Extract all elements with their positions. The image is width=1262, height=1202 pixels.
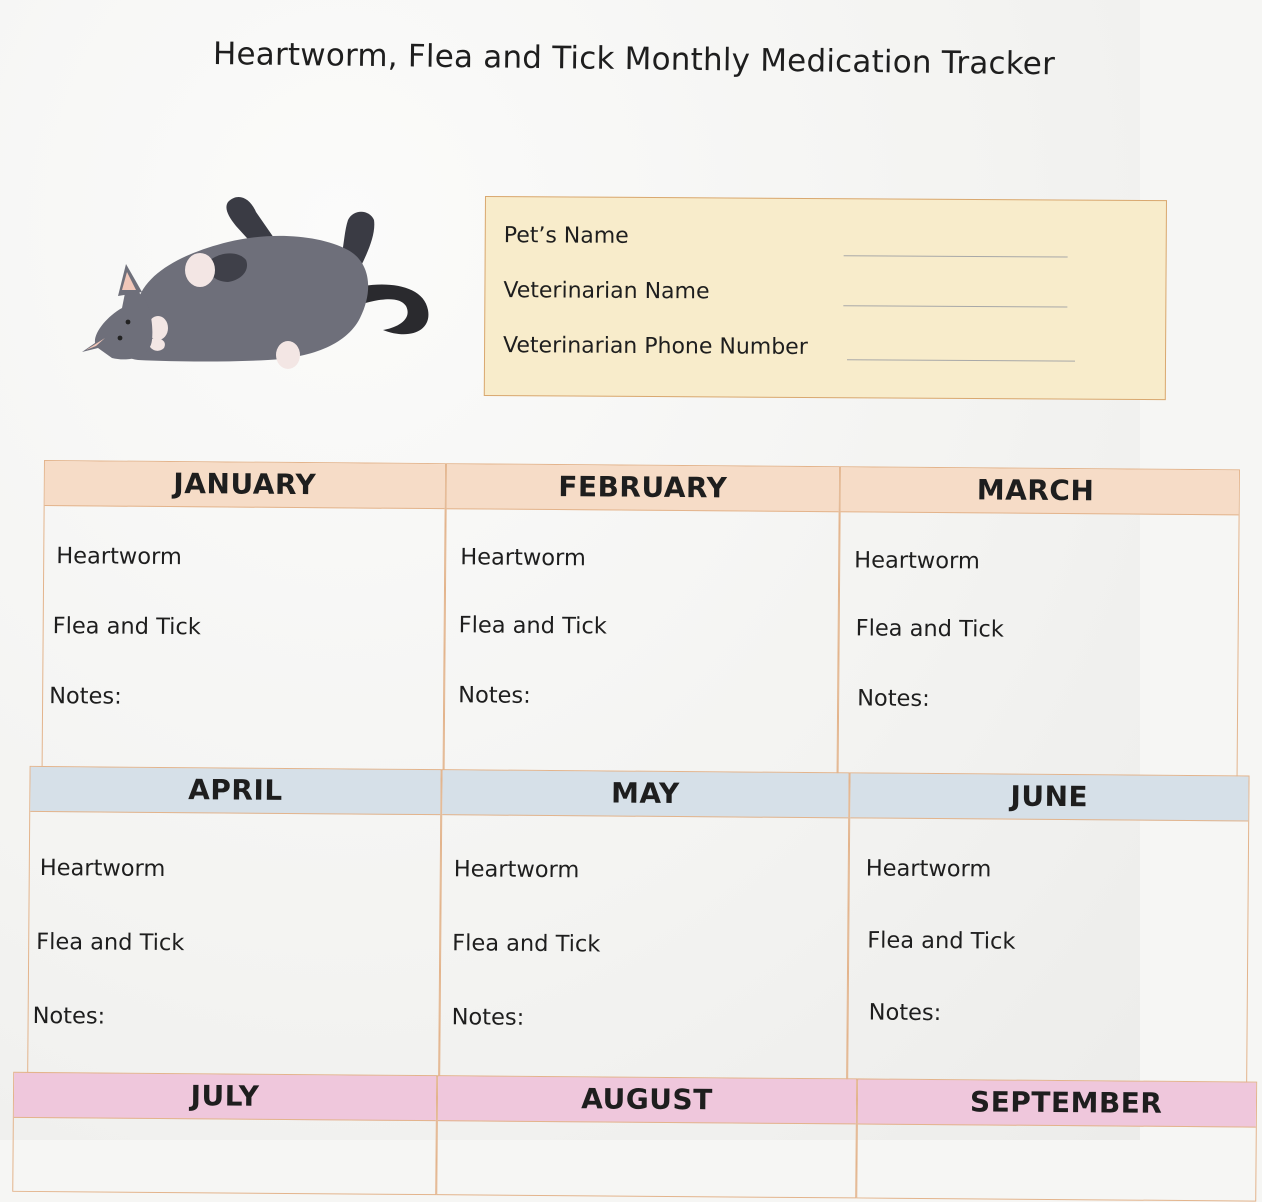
month-header: MARCH [841,467,1239,515]
flea-tick-label[interactable]: Flea and Tick [52,613,201,641]
month-cell-january [42,460,446,771]
month-header: JANUARY [45,461,445,509]
month-cell-april [27,766,441,1077]
heartworm-label[interactable]: Heartworm [460,544,586,572]
month-header: SEPTEMBER [858,1079,1256,1127]
flea-tick-label[interactable]: Flea and Tick [867,927,1016,955]
vet-phone-field[interactable] [847,359,1075,361]
month-header: FEBRUARY [447,464,839,512]
pet-name-field[interactable] [844,255,1068,257]
month-header: AUGUST [438,1076,856,1124]
pet-name-row [504,223,629,249]
page-title: Heartworm, Flea and Tick Monthly Medication Tracker [212,36,1056,83]
month-cell-september [856,1078,1257,1201]
flea-tick-label[interactable]: Flea and Tick [855,615,1004,643]
pet-info-box [484,196,1167,400]
heartworm-label[interactable]: Heartworm [854,547,980,575]
heartworm-label[interactable]: Heartworm [865,855,992,883]
flea-tick-label[interactable]: Flea and Tick [36,928,185,957]
month-header: MAY [442,770,848,818]
month-cell-august [436,1075,857,1198]
notes-label[interactable]: Notes: [857,685,930,712]
notes-label[interactable]: Notes: [868,999,942,1027]
pet-name-label: Pet’s Name [503,223,629,249]
month-cell-february [444,463,840,774]
vet-phone-label: Veterinarian Phone Number [503,333,808,360]
month-header: JULY [14,1073,436,1121]
month-cell-may [439,769,849,1080]
notes-label[interactable]: Notes: [32,1002,106,1030]
vet-name-label: Veterinarian Name [503,278,710,305]
month-cell-june [847,772,1249,1083]
month-cell-march [838,466,1240,777]
flea-tick-label[interactable]: Flea and Tick [452,930,601,958]
notes-label[interactable]: Notes: [458,682,531,709]
heartworm-label[interactable]: Heartworm [453,856,580,884]
heartworm-label[interactable]: Heartworm [56,543,182,571]
cat-lying-icon [78,190,438,375]
month-header: JUNE [850,773,1248,821]
notes-label[interactable]: Notes: [451,1004,525,1031]
vet-name-row [503,278,709,304]
month-cell-july [12,1072,437,1195]
vet-name-field[interactable] [843,305,1067,307]
heartworm-label[interactable]: Heartworm [39,855,166,882]
vet-phone-row [503,333,808,360]
monthly-grid [32,460,1220,1169]
month-header: APRIL [30,767,440,815]
notes-label[interactable]: Notes: [49,683,122,710]
flea-tick-label[interactable]: Flea and Tick [458,612,607,640]
